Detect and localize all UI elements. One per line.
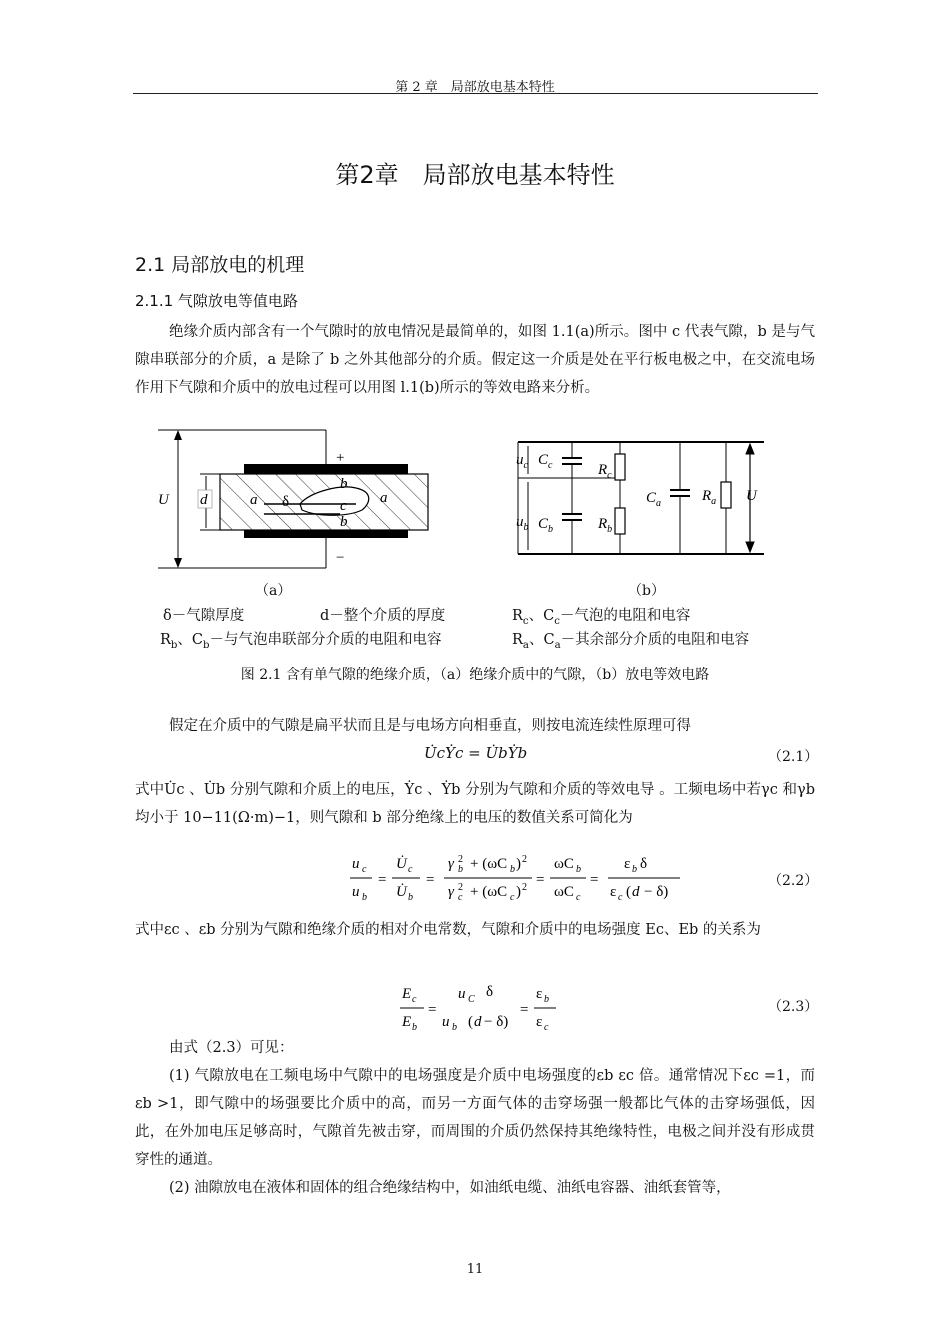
paragraph-intro-text: 绝缘介质内部含有一个气隙时的放电情况是最简单的，如图 1.1(a)所示。图中 c 代表气隙，b 是与气隙串联部分的介质，a 是除了 b 之外其他部分的介质。假定这一介质是处在平行板电极之中，在交流电场作用下气隙和介质中的放电过程可以用图 l.1(b)所示的等效电路来分析。 <box>135 324 815 396</box>
subsection-title: 2.1.1 气隙放电等值电路 <box>135 292 298 310</box>
chapter-title: 第2章 局部放电基本特性 <box>335 161 615 189</box>
running-header: 第 2 章 局部放电基本特性 <box>395 80 555 95</box>
svg-text:b: b <box>362 892 367 903</box>
svg-text:Ca: $C_a$ <box>646 490 662 509</box>
svg-text:Ra: $R_a$ <box>702 488 717 507</box>
label-d: d <box>200 492 208 508</box>
svg-text:γ: γ <box>448 856 454 872</box>
paragraph-point-2 <box>135 1174 815 1202</box>
equation-2-2 <box>340 848 700 908</box>
svg-text:b: b <box>544 994 549 1005</box>
svg-text:u: u <box>458 986 466 1002</box>
svg-text:=: = <box>590 872 599 888</box>
svg-text:(: ( <box>626 884 631 900</box>
paragraph-point-2-text: (2) 油隙放电在液体和固体的组合绝缘结构中，如油纸电缆、油纸电容器、油纸套管等， <box>169 1180 731 1196</box>
legend-d: d－整个介质的厚度 <box>320 608 446 624</box>
svg-text:+ (ωC: + (ωC <box>470 884 508 900</box>
svg-text:ε: ε <box>536 1014 543 1030</box>
legend-rc-cc: $R_c$、$C_c-$气泡的电阻和电容 <box>512 608 691 627</box>
svg-text:u: u <box>442 1014 450 1030</box>
label-U-a: U <box>158 492 169 508</box>
svg-text:ωC: ωC <box>554 856 574 872</box>
svg-text:b: b <box>632 864 637 875</box>
svg-text:+ (ωC: + (ωC <box>470 856 508 872</box>
svg-text:=: = <box>428 1002 437 1018</box>
svg-text:=: = <box>536 872 545 888</box>
svg-text:ε: ε <box>536 986 543 1002</box>
paragraph-point-1 <box>135 1062 815 1174</box>
legend-ra-ca: $R_a$、$C_a-$其余部分介质的电阻和电容 <box>512 632 750 651</box>
svg-text:E: E <box>402 1014 412 1030</box>
label-delta-a: δ <box>282 494 290 510</box>
svg-text:ub: $u_b$ <box>516 514 529 533</box>
svg-text:2: 2 <box>522 854 527 865</box>
svg-text:c: c <box>510 892 515 903</box>
svg-text:U̇: U̇ <box>396 856 407 872</box>
header-rule <box>133 93 818 94</box>
svg-text:c: c <box>408 864 413 875</box>
paragraph-assumption <box>135 712 815 740</box>
label-plus: + <box>336 450 345 466</box>
paragraph-definitions-text: 式中U̇c 、U̇b 分别气隙和介质上的电压，Ẏc 、Ẏb 分别为气隙和介质的等效电导 。工频电场中若γc 和γb 均小于 10−11(Ω·m)−1，则气隙和 b 部分绝缘上的电压的数值关系可简化为 <box>135 782 815 826</box>
svg-text:ωC: ωC <box>554 884 574 900</box>
section-title: 2.1 局部放电的机理 <box>135 254 305 276</box>
svg-text:Rb: $R_b$ <box>598 516 613 535</box>
svg-text:d: d <box>632 884 640 900</box>
paragraph-field-relation-text: 式中εc 、εb 分别为气隙和绝缘介质的相对介电常数，气隙和介质中的电场强度 Ec、Eb 的关系为 <box>135 922 761 938</box>
svg-text:Cb: $C_b$ <box>538 516 554 535</box>
svg-text:c: c <box>544 1022 549 1033</box>
svg-text:b: b <box>510 864 515 875</box>
panel-a-label: （a） <box>255 583 292 599</box>
equation-2-2-number: （2.2） <box>768 873 819 889</box>
svg-text:2: 2 <box>522 882 527 893</box>
svg-text:ε: ε <box>610 884 617 900</box>
paragraph-assumption-text: 假定在介质中的气隙是扁平状而且是与电场方向相垂直，则按电流连续性原理可得 <box>169 718 691 734</box>
equation-2-1: U̇cẎc = U̇bẎb <box>424 744 528 762</box>
svg-text:uc: $u_c$ <box>516 452 528 471</box>
svg-text:u: u <box>352 856 360 872</box>
svg-text:b: b <box>452 1022 457 1033</box>
svg-text:U: U <box>746 488 757 504</box>
svg-text:=: = <box>378 872 387 888</box>
legend-rb-cb: $R_b$、$C_b-$与气泡串联部分介质的电阻和电容 <box>160 632 442 651</box>
svg-text:Rc: $R_c$ <box>598 462 612 481</box>
figure-caption: 图 2.1 含有单气隙的绝缘介质，（a）绝缘介质中的气隙，（b）放电等效电路 <box>240 667 710 683</box>
svg-text:b: b <box>412 1022 417 1033</box>
svg-text:U̇: U̇ <box>396 884 407 900</box>
svg-text:d: d <box>474 1014 482 1030</box>
equation-2-3 <box>396 980 576 1036</box>
paragraph-intro <box>135 318 815 402</box>
paragraph-point-1-text: (1) 气隙放电在工频电场中气隙中的电场强度是介质中电场强度的εb εc 倍。通常情况下εc =1，而εb >1，即气隙中的场强要比介质中的高，而另一方面气体的击穿场强一般都比气体的击穿场强低，因此，在外加电压足够高时，气隙首先被击穿，而周围的介质仍然保持其绝缘特性，电极之间并没有形成贯穿性的通道。 <box>135 1068 815 1168</box>
legend-delta: δ－气隙厚度 <box>163 608 245 624</box>
paragraph-observation <box>135 1034 815 1062</box>
svg-text:− δ): − δ) <box>484 1014 509 1030</box>
svg-text:− δ): − δ) <box>644 884 669 900</box>
svg-text:γ: γ <box>448 884 454 900</box>
label-b-bottom: b <box>340 514 348 530</box>
label-b-top: b <box>340 476 348 492</box>
svg-text:c: c <box>412 994 417 1005</box>
svg-text:δ: δ <box>640 856 648 872</box>
equation-2-3-number: （2.3） <box>768 999 819 1015</box>
page-number: 11 <box>466 1262 484 1277</box>
svg-text:E: E <box>402 986 412 1002</box>
figure-2-1 <box>140 418 820 588</box>
label-a-left: a <box>250 492 258 508</box>
svg-text:2: 2 <box>458 882 463 893</box>
paragraph-field-relation <box>135 916 815 944</box>
svg-text:): ) <box>516 884 521 900</box>
label-a-right: a <box>380 490 388 506</box>
svg-text:=: = <box>520 1002 529 1018</box>
svg-text:c: c <box>576 892 581 903</box>
svg-text:Cc: $C_c$ <box>538 452 553 471</box>
svg-text:2: 2 <box>458 854 463 865</box>
svg-text:c: c <box>458 892 463 903</box>
paragraph-observation-text: 由式（2.3）可见： <box>169 1040 294 1056</box>
svg-text:b: b <box>576 864 581 875</box>
svg-text:ε: ε <box>624 856 631 872</box>
svg-text:C: C <box>468 994 475 1005</box>
svg-text:b: b <box>408 892 413 903</box>
figure-panel-b <box>518 442 764 554</box>
svg-text:c: c <box>362 864 367 875</box>
panel-b-label: （b） <box>628 583 665 599</box>
svg-text:): ) <box>516 856 521 872</box>
svg-text:=: = <box>426 872 435 888</box>
equation-2-1-number: （2.1） <box>768 749 819 765</box>
label-c: c <box>340 498 347 514</box>
paragraph-definitions <box>135 776 815 832</box>
svg-text:(: ( <box>468 1014 473 1030</box>
svg-text:δ: δ <box>486 984 494 1000</box>
svg-text:c: c <box>618 892 623 903</box>
figure-panel-a <box>158 430 428 568</box>
svg-text:b: b <box>458 864 463 875</box>
label-minus: − <box>336 550 345 566</box>
svg-text:u: u <box>352 884 360 900</box>
